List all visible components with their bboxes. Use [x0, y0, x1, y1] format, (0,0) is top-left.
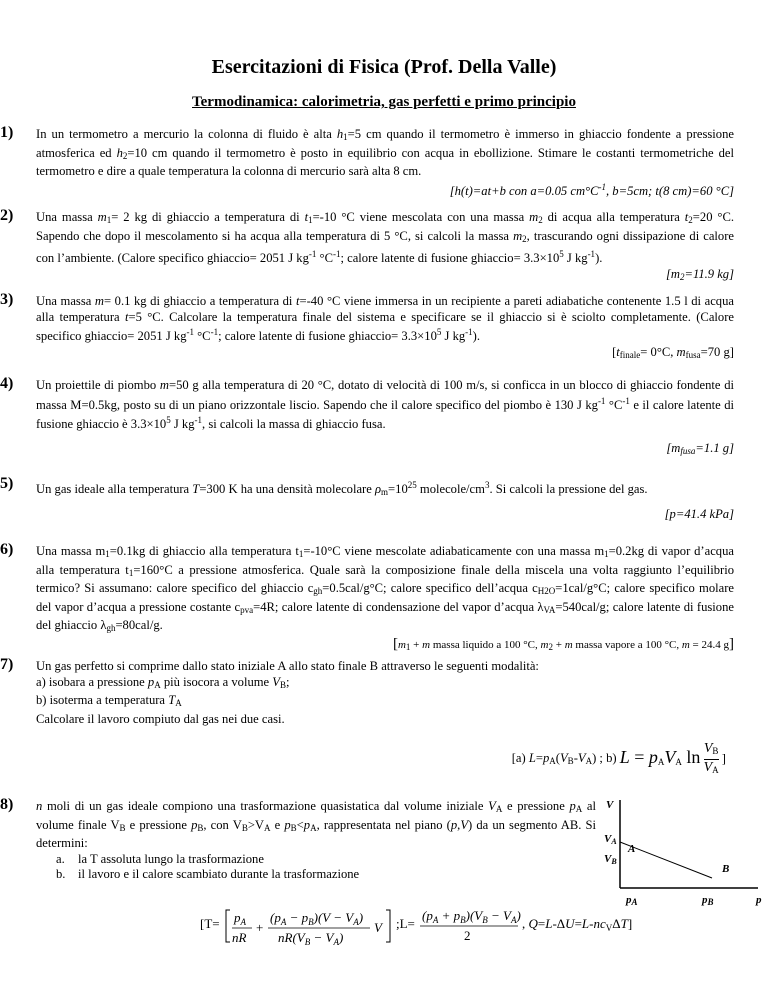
problem-3: 3) Una massa m= 0.1 kg di ghiaccio a temperatura di t=-40 °C viene immersa in un recipiente a pareti adiabatiche contenente 1.5 l di acqua alla temperatura t=5 °C. Calcolare la temperatura finale del sistema e specificare se il ghiaccio si è sciolto completamente. (Calore specifico ghiaccio= 2051 J $kg^{-1}$ $^\circ C^{-1}$; calore latente di fusione ghiaccio= $3.3\times 10^5$ J $kg^{-1}$). [$t_{finale}= 0^\circ C$, $m_{fusa}=70$ g] [36, 294, 734, 363]
problem-answer: [h(t)=at+b con a=0.05 $cm^\circ C^{-1}$, b=5cm; t(8 cm)=60 °C] [449, 181, 734, 198]
problem-number: 8) [0, 796, 14, 813]
svg-text:(pA − pB)(V − VA): $(p_A - p_B)(V - V_A)$ [270, 910, 364, 927]
formula-graphic [200, 900, 740, 950]
point-b-label: B [722, 863, 730, 875]
problem-2: 2) Una massa $m_1= 2$ kg di ghiaccio a temperatura di $t_1=-10$ °C viene mescolata con una massa $m_2$ di acqua alla temperatura $t_2=20$ °C. Sapendo che dopo il mescolamento si ha acqua alla temperatura di 5 °C, si calcoli la massa $m_2$, trascurando ogni dissipazione di calore con l’ambiente. (Calore specifico ghiaccio= 2051 J $kg^{-1}$ $^\circ C^{-1}$; calore latente di fusione ghiaccio= $3.3\times 10^5$ J $kg^{-1}$). [$m_2=11.9$ kg] [36, 210, 734, 285]
problem-number: 5) [0, 475, 14, 492]
problem-5: 5) Un gas ideale alla temperatura T=300 K ha una densità molecolare $\rho_m=10^{25}$ molecole/$cm^3$. Si calcoli la pressione del gas. [p=41.4 kPa] [0, 475, 734, 521]
list-item: b) isoterma a temperatura $T_A$ [36, 693, 182, 709]
vb-label: VB [604, 853, 617, 866]
page-subtitle: Termodinamica: calorimetria, gas perfetti e primo principio [192, 94, 576, 110]
problem-number: 1) [0, 124, 14, 141]
x-axis-label: p [756, 894, 762, 906]
problem-answer: [a) $L=p_A(V_B-V_A)$ ; b) $L = p_AV_A$ ln $\frac{V_B}{V_A}$ ] [511, 741, 726, 776]
problem-6: 6) Una massa $m_1=0.1kg$ di ghiaccio alla temperatura $t_1=-10^\circ C$ viene mescolate adiabaticamente con una massa $m_1=0.2kg$ di vapor d’acqua alla temperatura $t_1=160^\circ C$ a pressione atmosferica. Quale sarà la composizione finale della miscela una volta raggiunto l’equilibrio termico? Si assumano: calore specifico del ghiaccio $c_{gh}=0.5cal/g^\circ C$; calore specifico dell’acqua $c_{H2O}=1cal/g^\circ C$; calore specifico molare del vapor d’acqua a pressione costante $c_{pva}=4R$; calore latente di condensazione del vapor d’acqua $\lambda_{VA}=540cal/g$; calore latente di fusione del ghiaccio $\lambda_{gh}=80cal/g$. [$m_1 + m$ massa liquido a 100 °C, $m_2 + m$ massa vapore a 100 °C, m = 24.4 g] [36, 544, 734, 656]
svg-text:V: V [374, 920, 382, 935]
problem-number: 2) [0, 207, 14, 224]
list-item: a. la T assoluta lungo la trasformazione [56, 851, 264, 866]
pv-graph-svg [600, 796, 760, 896]
svg-text:nR: nR [232, 930, 247, 945]
svg-text:nR(VB − VA): $nR(V_B - V_A)$ [278, 930, 344, 947]
problem-answer: [p=41.4 kPa] [664, 506, 734, 521]
svg-text:2: 2 [464, 928, 471, 943]
svg-text:, Q=L-ΔU=L-ncVΔT]: , $Q=L-\Delta U=L-nc_V\Delta T$] [522, 916, 633, 933]
problem-answer: [$m_2=11.9$ kg] [665, 266, 734, 282]
problem-answer: [$m_1 + m$ massa liquido a 100 °C, $m_2 + m$ massa vapore a 100 °C, m = 24.4 g] [392, 635, 734, 652]
list-item: a) isobara a pressione $p_A$ più isocora a volume $V_B$; [36, 674, 290, 690]
problem-answer: [$t_{finale}= 0^\circ C$, $m_{fusa}=70$ g] [612, 344, 734, 360]
pv-graph [600, 796, 760, 896]
problem-number: 4) [0, 375, 14, 392]
problem-1: 1) In un termometro a mercurio la colonna di fluido è alta $h_1=5$ cm quando il termometro è immerso in ghiaccio fondente a pressione atmosferica ed $h_2=10$ cm quando il termometro è posto in equilibrio con acqua in ebollizione. Stimare le costanti termometriche del termometro e dire a quale temperatura la colonna di mercurio sarà alta 8 cm. [h(t)=at+b con a=0.05 $cm^\circ C^{-1}$, b=5cm; t(8 cm)=60 °C] [0, 124, 734, 198]
svg-text:pA: $p_A$ [234, 910, 246, 927]
y-axis-label: V [606, 799, 614, 811]
pb-label: $p_B$ [702, 894, 714, 907]
list-item: b. il lavoro e il calore scambiato durante la trasformazione [56, 867, 360, 882]
svg-text:(pA + pB)(VB − VA): $(p_A + p_B)(V_B - V_A)$ [422, 908, 521, 925]
problem-number: 7) [0, 656, 14, 673]
page-title: Esercitazioni di Fisica (Prof. Della Valle) [211, 56, 557, 78]
problem-8-answer [200, 900, 740, 950]
point-a-label: A [628, 843, 636, 855]
svg-text:+: + [256, 920, 264, 935]
problem-number: 3) [0, 291, 14, 308]
problem-4: 4) Un proiettile di piombo m=50 g alla temperatura di 20 °C, dotato di velocità di 100 m/s, si conficca in un blocco di ghiaccio fondente di massa M=0.5kg, posto su di un piano orizzontale liscio. Sapendo che il calore specifico del piombo è 130 J $kg^{-1}$ $^\circ C^{-1}$ e il calore latente di fusione ghiaccio è $3.3\times 10^5$ J $kg^{-1}$, si calcoli la massa di ghiaccio fusa. [$m_{fusa}=1.1$ g] [36, 378, 734, 459]
va-label: VA [604, 833, 617, 846]
list-item: Calcolare il lavoro compiuto dal gas nei due casi. [36, 711, 285, 726]
problem-8: 8) n moli di un gas ideale compiono una trasformazione quasistatica dal volume iniziale $V_A$ e pressione $p_A$ al volume finale $V_B$ e pressione $p_B$, con $V_B>V_A$ e $p_B<p_A$, rappresentata nel piano (p,V) da un segmento AB. Si determini: a. la T assoluta lungo la trasformazione b. il lavoro e il calore scambiato durante la trasformazione [0, 796, 596, 882]
svg-text:;L=: ;L= [396, 916, 415, 931]
problem-number: 6) [0, 541, 14, 558]
problem-7: 7) Un gas perfetto si comprime dallo stato iniziale A allo stato finale B attraverso le seguenti modalità: a) isobara a pressione $p_A$ più isocora a volume $V_B$; b) isoterma a temperatura $T_A$ Calcolare il lavoro compiuto dal gas nei due casi. [a) $L=p_A(V_B-V_A)$ ; b) $L = p_AV_A$ ln $\frac{V_B}{V_A}$ ] [36, 659, 734, 778]
pa-label: $p_A$ [626, 894, 638, 907]
svg-text:[T=: [T= [200, 916, 220, 931]
problem-answer: [$m_{fusa}=1.1$ g] [666, 440, 734, 456]
